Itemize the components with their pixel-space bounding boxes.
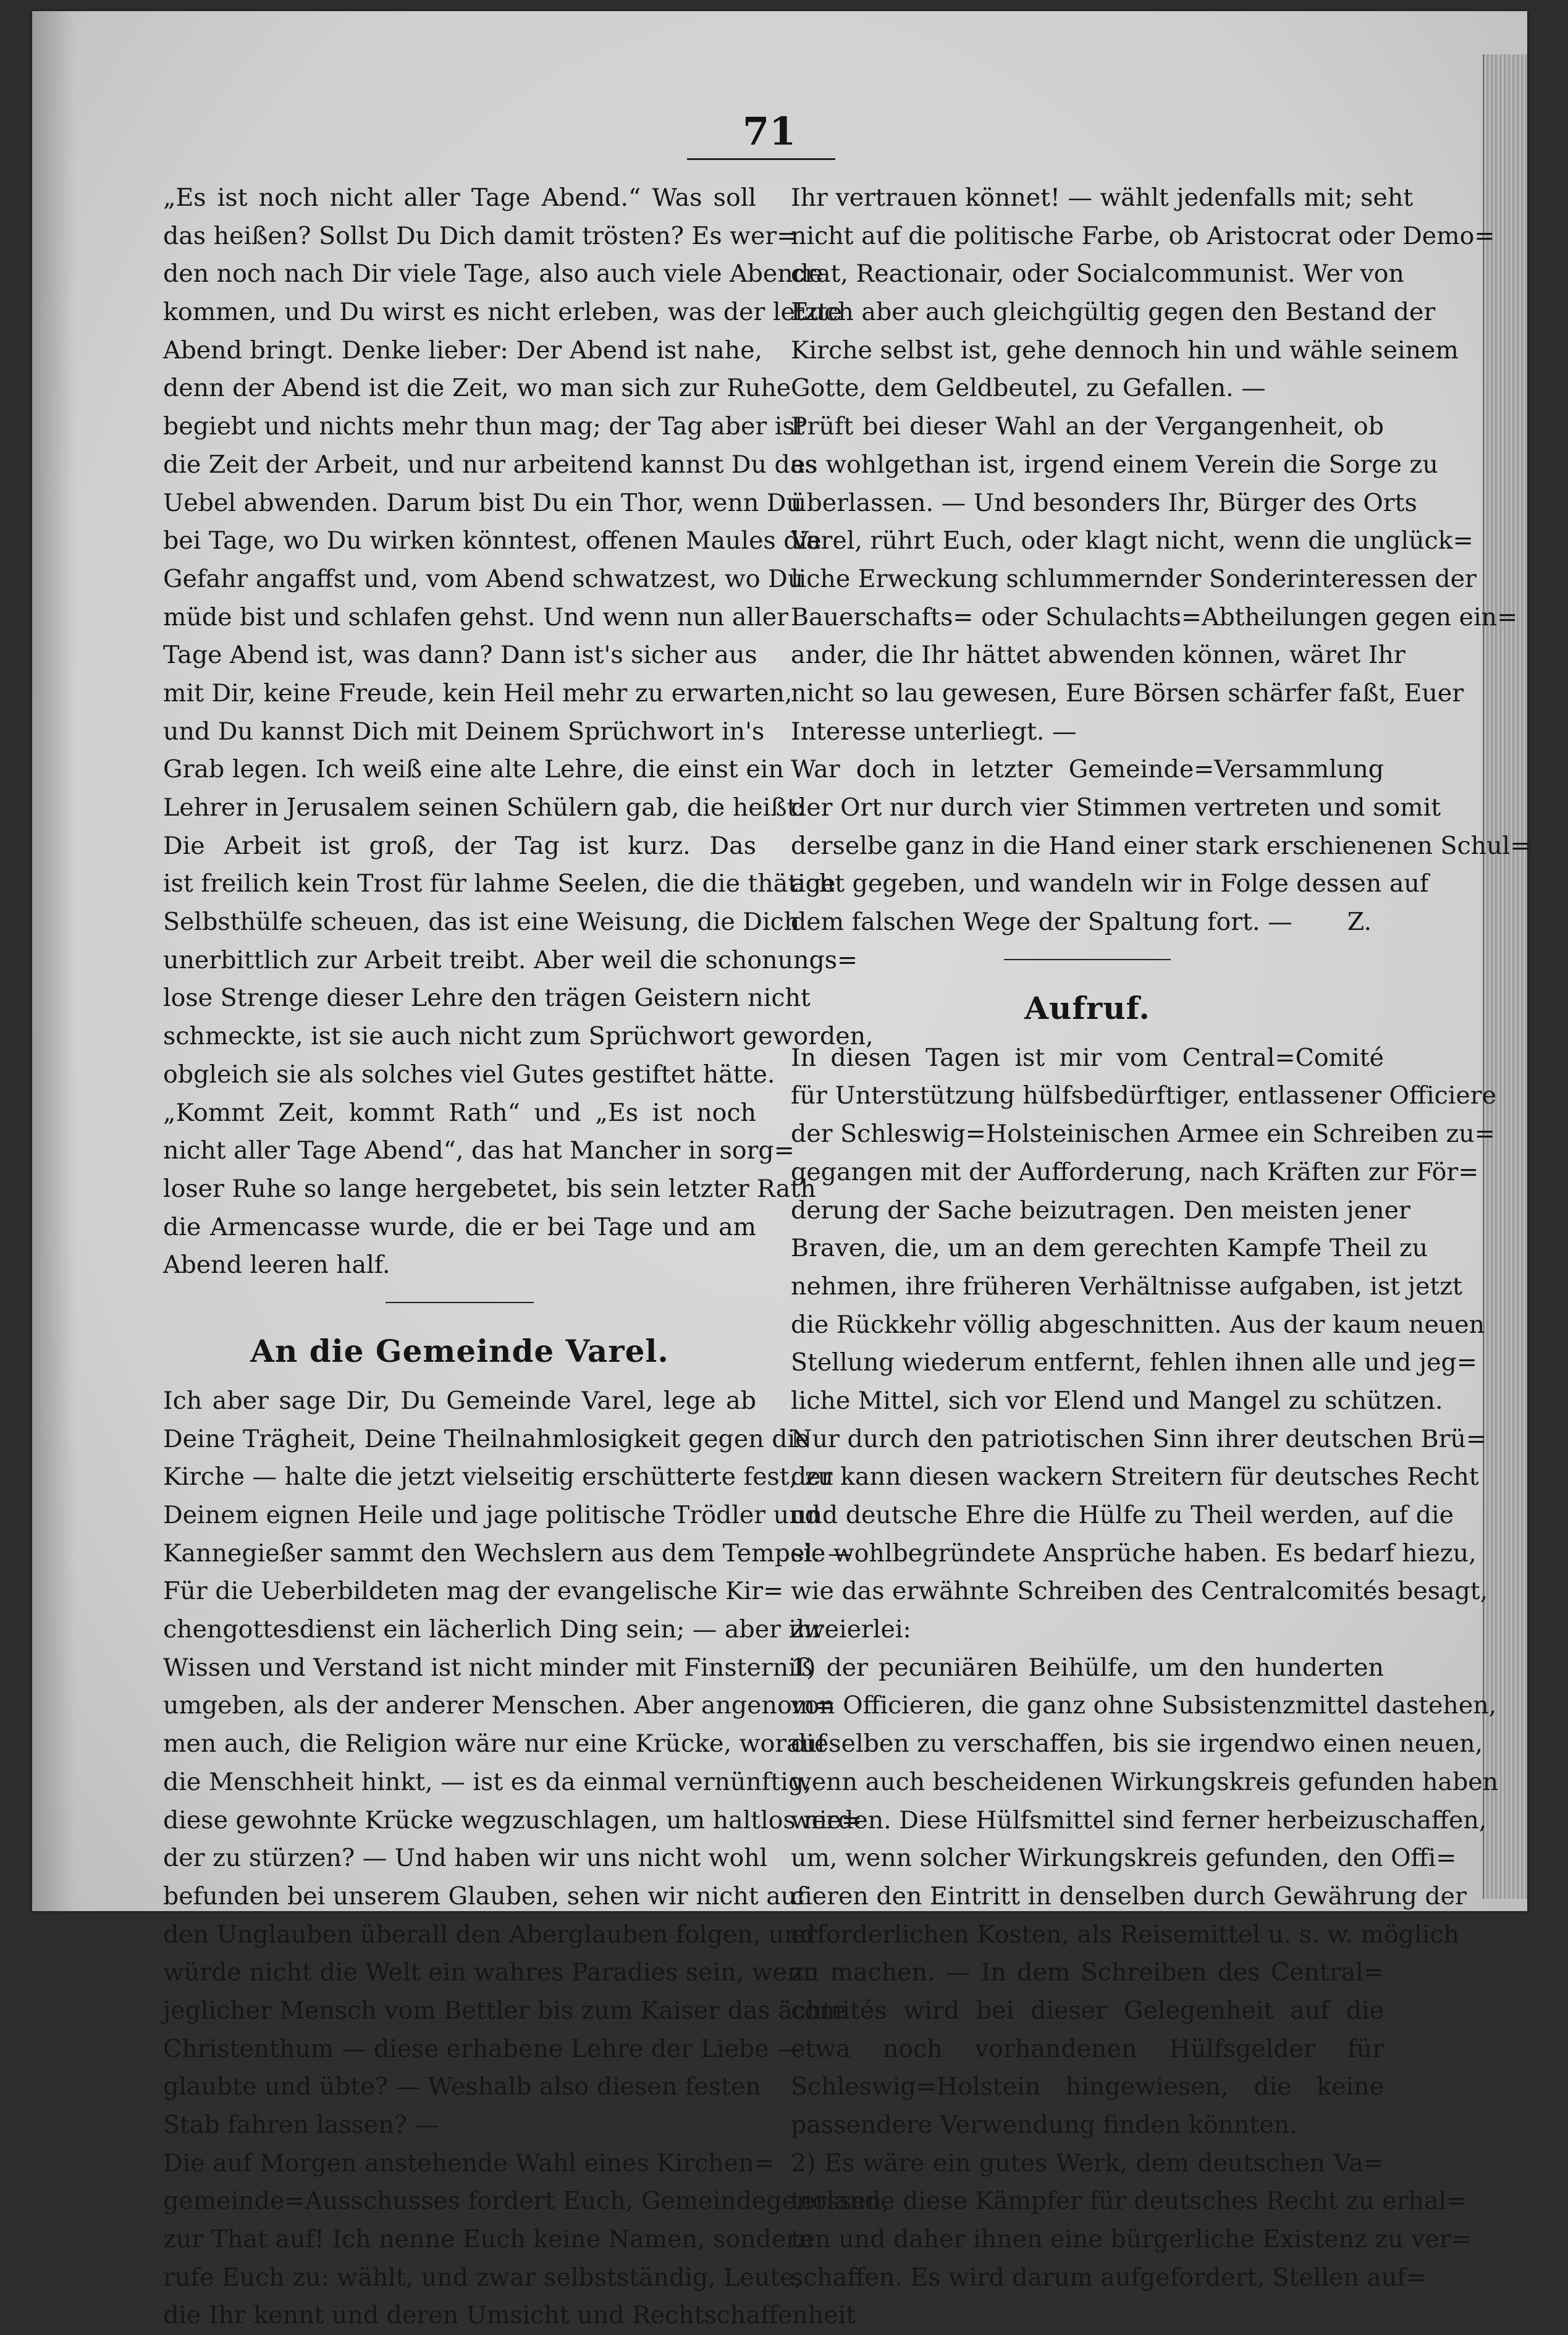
line-text: Für die Ueberbildeten mag der evangelische Kir= — [163, 1577, 784, 1606]
text-line — [163, 865, 836, 903]
line-text: crat, Reactionair, oder Socialcommunist. Wer von — [791, 260, 1404, 289]
text-line — [163, 1954, 819, 1992]
line-text: der zu stürzen? — Und haben wir uns nicht wohl — [163, 1844, 768, 1873]
text-line — [163, 1421, 810, 1459]
line-text: von Officieren, die ganz ohne Subsistenzmittel dastehen, — [791, 1691, 1497, 1720]
text-line — [163, 332, 763, 370]
line-text: 1) der pecuniären Beihülfe, um den hunderten — [791, 1653, 1384, 1682]
text-line — [791, 1039, 1384, 1078]
text-line — [791, 1535, 1477, 1573]
line-text: liche Mittel, sich vor Elend und Mangel zu schützen. — [791, 1386, 1443, 1415]
text-line — [791, 1611, 1384, 1649]
text-line — [163, 1382, 756, 1421]
text-line — [791, 1154, 1479, 1192]
line-text: nehmen, ihre früheren Verhältnisse aufgaben, ist jetzt — [791, 1272, 1462, 1301]
text-line — [163, 1056, 775, 1094]
line-text: kommen, und Du wirst es nicht erleben, was der letzte — [163, 298, 842, 327]
text-line — [791, 255, 1404, 293]
text-line — [163, 2259, 803, 2297]
text-line — [791, 293, 1436, 332]
text-line — [163, 1018, 874, 1056]
text-line — [163, 1132, 795, 1170]
header-rule — [687, 158, 835, 160]
text-line — [163, 2221, 814, 2259]
text-line — [791, 675, 1464, 713]
line-text: Deine Trägheit, Deine Theilnahmlosigkeit gegen die — [163, 1424, 810, 1453]
line-text: War doch in letzter Gemeinde=Versammlung — [791, 755, 1384, 784]
text-line — [163, 751, 784, 789]
text-line — [163, 599, 788, 637]
line-text: Die Arbeit ist groß, der Tag ist kurz. Das — [163, 831, 756, 860]
line-text: dem falschen Wege der Spaltung fort. — — [791, 908, 1292, 937]
line-text: zweierlei: — [791, 1615, 911, 1644]
line-text: das heißen? Sollst Du Dich damit trösten? Es wer= — [163, 221, 798, 250]
text-line — [791, 217, 1495, 256]
line-text: wie das erwähnte Schreiben des Centralcomités besagt, — [791, 1577, 1488, 1606]
line-text: rufe Euch zu: wählt, und zwar selbstständig, Leute, — [163, 2263, 803, 2292]
text-line — [791, 1954, 1384, 1992]
text-line — [791, 522, 1473, 560]
text-line — [791, 1458, 1479, 1497]
text-line — [791, 2106, 1384, 2145]
text-line — [163, 1802, 862, 1840]
text-line — [163, 484, 802, 523]
text-line — [163, 827, 756, 866]
line-text: erforderlichen Kosten, als Reisemittel u. s. w. möglich — [791, 1920, 1459, 1949]
line-text: Abend bringt. Denke lieber: Der Abend ist nahe, — [163, 336, 763, 365]
text-line — [163, 903, 800, 942]
paragraph — [163, 1094, 816, 1285]
text-line — [791, 1268, 1462, 1306]
text-line — [163, 1839, 768, 1878]
line-text: und deutsche Ehre die Hülfe zu Theil werden, auf die — [791, 1501, 1454, 1529]
paragraph — [791, 1039, 1496, 1649]
binding-shadow — [32, 11, 75, 1911]
line-text: schmeckte, ist sie auch nicht zum Sprüchwort geworden, — [163, 1022, 874, 1051]
text-line — [163, 1763, 812, 1802]
line-text: Grab legen. Ich weiß eine alte Lehre, die einst ein — [163, 755, 784, 784]
line-text: befunden bei unserem Glauben, sehen wir nicht auf — [163, 1881, 806, 1911]
line-text: werden. Diese Hülfsmittel sind ferner herbeizuschaffen, — [791, 1805, 1487, 1835]
text-line — [163, 636, 756, 675]
author-signature: Z. — [1347, 908, 1372, 937]
text-line — [791, 713, 1384, 751]
section-divider — [386, 1302, 534, 1303]
line-text: „Kommt Zeit, kommt Rath“ und „Es ist noch — [163, 1098, 756, 1127]
line-text: terlande diese Kämpfer für deutsches Recht zu erhal= — [791, 2187, 1467, 2216]
text-line — [791, 2221, 1472, 2259]
text-line — [163, 369, 791, 408]
line-text: nicht aller Tage Abend“, das hat Mancher in sorg= — [163, 1136, 795, 1165]
text-line — [163, 1687, 836, 1725]
text-line — [163, 675, 793, 713]
line-text: der kann diesen wackern Streitern für deutsches Recht — [791, 1463, 1479, 1492]
text-line — [791, 789, 1441, 827]
line-text: der Ort nur durch vier Stimmen vertreten und somit — [791, 793, 1441, 822]
line-text: es wohlgethan ist, irgend einem Verein die Sorge zu — [791, 450, 1438, 479]
line-text: die Ihr kennt und deren Umsicht und Rechtschaffenheit — [163, 2301, 856, 2330]
line-text: gegangen mit der Aufforderung, nach Kräften zur För= — [791, 1157, 1479, 1186]
line-text: wenn auch bescheidenen Wirkungskreis gefunden haben — [791, 1767, 1499, 1796]
line-text: Lehrer in Jerusalem seinen Schülern gab, die heißt: — [163, 793, 805, 822]
line-text: Deinem eignen Heile und jage politische Trödler und — [163, 1501, 820, 1529]
line-text: Wissen und Verstand ist nicht minder mit Finsterniß — [163, 1653, 813, 1682]
line-text: schaffen. Es wird darum aufgefordert, Stellen auf= — [791, 2263, 1427, 2292]
page-number: 71 — [743, 109, 796, 154]
text-line — [163, 2106, 756, 2145]
paragraph — [791, 179, 1495, 408]
line-text: mit Dir, keine Freude, kein Heil mehr zu erwarten, — [163, 678, 793, 707]
line-text: Schleswig=Holstein hingewiesen, die keine — [791, 2072, 1384, 2101]
line-text: Kannegießer sammt den Wechslern aus dem Tempel. — — [163, 1539, 853, 1568]
line-text: Christenthum — diese erhabene Lehre der Liebe — — [163, 2034, 801, 2063]
text-line — [791, 484, 1417, 523]
text-line — [163, 942, 858, 980]
line-text: zu machen. — In dem Schreiben des Central= — [791, 1958, 1384, 1987]
text-line — [163, 408, 805, 446]
line-text: 2) Es wäre ein gutes Werk, dem deutschen Va= — [791, 2148, 1384, 2177]
text-line — [791, 636, 1406, 675]
line-text: Abend leeren half. — [163, 1251, 390, 1280]
line-text: die Rückkehr völlig abgeschnitten. Aus der kaum neuen — [791, 1310, 1485, 1339]
line-text: die Armencasse wurde, die er bei Tage und am — [163, 1212, 756, 1241]
line-text: unerbittlich zur Arbeit treibt. Aber weil die schonungs= — [163, 945, 858, 974]
text-line — [791, 332, 1459, 370]
line-text: nicht auf die politische Farbe, ob Aristocrat oder Demo= — [791, 221, 1495, 250]
line-text: und Du kannst Dich mit Deinem Sprüchwort in's — [163, 717, 765, 746]
text-line — [791, 1725, 1483, 1763]
line-text: chengottesdienst ein lächerlich Ding sein; — aber ihr — [163, 1615, 824, 1644]
line-text: gemeinde=Ausschusses fordert Euch, Gemeindegenossen, — [163, 2187, 890, 2216]
text-line — [791, 1878, 1467, 1916]
text-line — [163, 789, 805, 827]
text-line — [163, 2297, 856, 2335]
text-line — [163, 1725, 826, 1763]
line-text: Nur durch den patriotischen Sinn ihrer deutschen Brü= — [791, 1424, 1487, 1453]
text-line — [163, 1611, 824, 1649]
line-text: überlassen. — Und besonders Ihr, Bürger des Orts — [791, 488, 1417, 517]
text-line — [163, 1535, 853, 1573]
paragraph — [791, 2145, 1472, 2297]
text-line — [791, 560, 1477, 599]
line-text: Uebel abwenden. Darum bist Du ein Thor, wenn Du — [163, 488, 802, 517]
text-line — [163, 979, 811, 1018]
line-text: denn der Abend ist die Zeit, wo man sich zur Ruhe — [163, 374, 791, 403]
text-line — [791, 1916, 1459, 1954]
line-text: jeglicher Mensch vom Bettler bis zum Kaiser das ächte — [163, 1996, 846, 2025]
text-line — [163, 1246, 756, 1285]
text-line — [791, 369, 1384, 408]
book-page — [32, 11, 1531, 2330]
section-heading: Aufruf. — [1024, 989, 1150, 1026]
text-line — [163, 1094, 756, 1133]
text-line — [791, 865, 1429, 903]
text-line — [163, 2182, 890, 2221]
text-line — [163, 1649, 813, 1687]
text-line — [163, 2030, 801, 2069]
right-column — [791, 179, 1531, 2297]
paragraph — [791, 408, 1518, 751]
line-text: loser Ruhe so lange hergebetet, bis sein letzter Rath — [163, 1174, 816, 1203]
line-text: glaubte und übte? — Weshalb also diesen festen — [163, 2072, 761, 2101]
line-text: acht gegeben, und wandeln wir in Folge dessen auf — [791, 869, 1429, 898]
line-text: lose Strenge dieser Lehre den trägen Geistern nicht — [163, 984, 811, 1013]
text-line — [163, 1170, 816, 1209]
text-line — [163, 179, 756, 217]
text-line — [163, 1573, 784, 1611]
text-line — [163, 1878, 806, 1916]
line-text: für Unterstützung hülfsbedürftiger, entlassener Officiere — [791, 1081, 1496, 1110]
text-line — [163, 1209, 756, 1247]
paragraph — [791, 1649, 1499, 2145]
line-text: Kirche — halte die jetzt vielseitig erschütterte fest, zu — [163, 1463, 834, 1492]
line-text: Ihr vertrauen könnet! — wählt jedenfalls mit; seht — [791, 184, 1414, 212]
text-line — [163, 217, 798, 256]
line-text: begiebt und nichts mehr thun mag; der Tag aber ist — [163, 412, 805, 441]
line-text: bei Tage, wo Du wirken könntest, offenen Maules die — [163, 526, 822, 555]
line-text: die Zeit der Arbeit, und nur arbeitend kannst Du das — [163, 450, 817, 479]
line-text: ist freilich kein Trost für lahme Seelen, die die thätige — [163, 869, 836, 898]
section-divider — [1004, 959, 1171, 960]
text-line — [791, 827, 1531, 866]
text-line — [791, 1115, 1495, 1154]
line-text: Interesse unterliegt. — — [791, 717, 1077, 746]
line-text: nicht so lau gewesen, Eure Börsen schärfer faßt, Euer — [791, 678, 1464, 707]
paragraph — [791, 751, 1531, 941]
text-line — [791, 2182, 1467, 2221]
line-text: diese gewohnte Krücke wegzuschlagen, um haltlos nie= — [163, 1805, 862, 1835]
line-text: Kirche selbst ist, gehe dennoch hin und wähle seinem — [791, 336, 1459, 365]
line-text: Prüft bei dieser Wahl an der Vergangenheit, ob — [791, 412, 1384, 441]
line-text: Braven, die, um an dem gerechten Kampfe Theil zu — [791, 1234, 1428, 1263]
text-line — [163, 2145, 775, 2183]
line-text: men auch, die Religion wäre nur eine Krücke, worauf — [163, 1729, 826, 1759]
text-line — [163, 560, 804, 599]
text-line — [163, 1497, 820, 1535]
text-line — [791, 599, 1518, 637]
text-line — [791, 1802, 1487, 1840]
paragraph — [163, 179, 874, 1094]
text-line — [791, 1077, 1496, 1115]
line-text: würde nicht die Welt ein wahres Paradies sein, wenn — [163, 1958, 819, 1987]
line-text: cieren den Eintritt in denselben durch Gewährung der — [791, 1881, 1467, 1911]
text-line — [791, 408, 1384, 446]
line-text: Stab fahren lassen? — — [163, 2111, 439, 2139]
line-text: Euch aber auch gleichgültig gegen den Bestand der — [791, 298, 1436, 327]
line-text: liche Erweckung schlummernder Sonderinteressen der — [791, 564, 1477, 593]
line-text: umgeben, als der anderer Menschen. Aber angenom= — [163, 1691, 836, 1720]
text-line — [163, 293, 842, 332]
paragraph — [163, 2145, 890, 2335]
text-line — [791, 1497, 1454, 1535]
section-heading: An die Gemeinde Varel. — [250, 1332, 669, 1369]
line-text: um, wenn solcher Wirkungskreis gefunden, den Offi= — [791, 1844, 1457, 1873]
line-text: Ich aber sage Dir, Du Gemeinde Varel, lege ab — [163, 1386, 756, 1415]
line-text: den noch nach Dir viele Tage, also auch viele Abende — [163, 260, 824, 289]
line-text: Die auf Morgen anstehende Wahl eines Kirchen= — [163, 2148, 775, 2177]
text-line — [791, 1192, 1410, 1230]
line-text: den Unglauben überall den Aberglauben folgen, und — [163, 1920, 816, 1949]
line-text: dieselben zu verschaffen, bis sie irgendwo einen neuen, — [791, 1729, 1483, 1759]
text-line — [791, 1839, 1457, 1878]
text-line — [791, 1992, 1384, 2030]
text-line — [163, 1458, 834, 1497]
line-text: der Schleswig=Holsteinischen Armee ein Schreiben zu= — [791, 1120, 1495, 1149]
line-text: Stellung wiederum entfernt, fehlen ihnen alle und jeg= — [791, 1348, 1477, 1377]
text-line — [791, 1344, 1477, 1382]
line-text: die Menschheit hinkt, — ist es da einmal vernünftig, — [163, 1767, 812, 1796]
line-text: ten und daher ihnen eine bürgerliche Existenz zu ver= — [791, 2225, 1472, 2254]
line-text: Selbsthülfe scheuen, das ist eine Weisung, die Dich — [163, 908, 800, 937]
line-text: Gefahr angaffst und, vom Abend schwatzest, wo Du — [163, 564, 804, 593]
text-line — [791, 1382, 1443, 1421]
line-text: Tage Abend ist, was dann? Dann ist's sicher aus — [163, 641, 757, 670]
text-line — [163, 1916, 816, 1954]
text-line — [791, 179, 1414, 217]
text-line — [163, 1992, 846, 2030]
page-edges — [1483, 54, 1527, 1899]
line-text: derung der Sache beizutragen. Den meisten jener — [791, 1196, 1410, 1225]
text-line — [791, 1421, 1487, 1459]
line-text: Varel, rührt Euch, oder klagt nicht, wenn die unglück= — [791, 526, 1473, 555]
text-line — [791, 2145, 1384, 2183]
line-text: müde bist und schlafen gehst. Und wenn nun aller — [163, 602, 788, 631]
text-line — [791, 1687, 1497, 1725]
text-line — [791, 2259, 1427, 2297]
text-line — [791, 2030, 1384, 2069]
text-line — [791, 446, 1438, 484]
line-text: In diesen Tagen ist mir vom Central=Comité — [791, 1043, 1384, 1072]
line-text: sie wohlbegründete Ansprüche haben. Es bedarf hiezu, — [791, 1539, 1477, 1568]
line-text: comités wird bei dieser Gelegenheit auf die — [791, 1996, 1384, 2025]
text-line — [163, 446, 817, 484]
text-line — [163, 2068, 761, 2106]
text-line — [163, 522, 822, 560]
text-line — [791, 1230, 1428, 1268]
text-line — [163, 713, 765, 751]
line-text: derselbe ganz in die Hand einer stark erschienenen Schul= — [791, 831, 1531, 860]
text-line — [791, 751, 1384, 789]
line-text: Gotte, dem Geldbeutel, zu Gefallen. — — [791, 374, 1266, 403]
text-line — [791, 1649, 1384, 1687]
line-text: etwa noch vorhandenen Hülfsgelder für — [791, 2034, 1384, 2063]
text-line — [791, 903, 1384, 942]
line-text: ander, die Ihr hättet abwenden können, wäret Ihr — [791, 641, 1406, 670]
line-text: Bauerschafts= oder Schulachts=Abtheilungen gegen ein= — [791, 602, 1518, 631]
line-text: passendere Verwendung finden könnten. — [791, 2111, 1297, 2139]
line-text: zur That auf! Ich nenne Euch keine Namen, sondern — [163, 2225, 814, 2254]
text-line — [163, 255, 824, 293]
text-line — [791, 1763, 1499, 1802]
text-line — [791, 1573, 1488, 1611]
line-text: „Es ist noch nicht aller Tage Abend.“ Was soll — [163, 184, 756, 212]
paragraph — [163, 1382, 853, 1573]
text-line — [791, 1306, 1485, 1345]
line-text: obgleich sie als solches viel Gutes gestiftet hätte. — [163, 1060, 775, 1089]
text-line — [791, 2068, 1384, 2106]
